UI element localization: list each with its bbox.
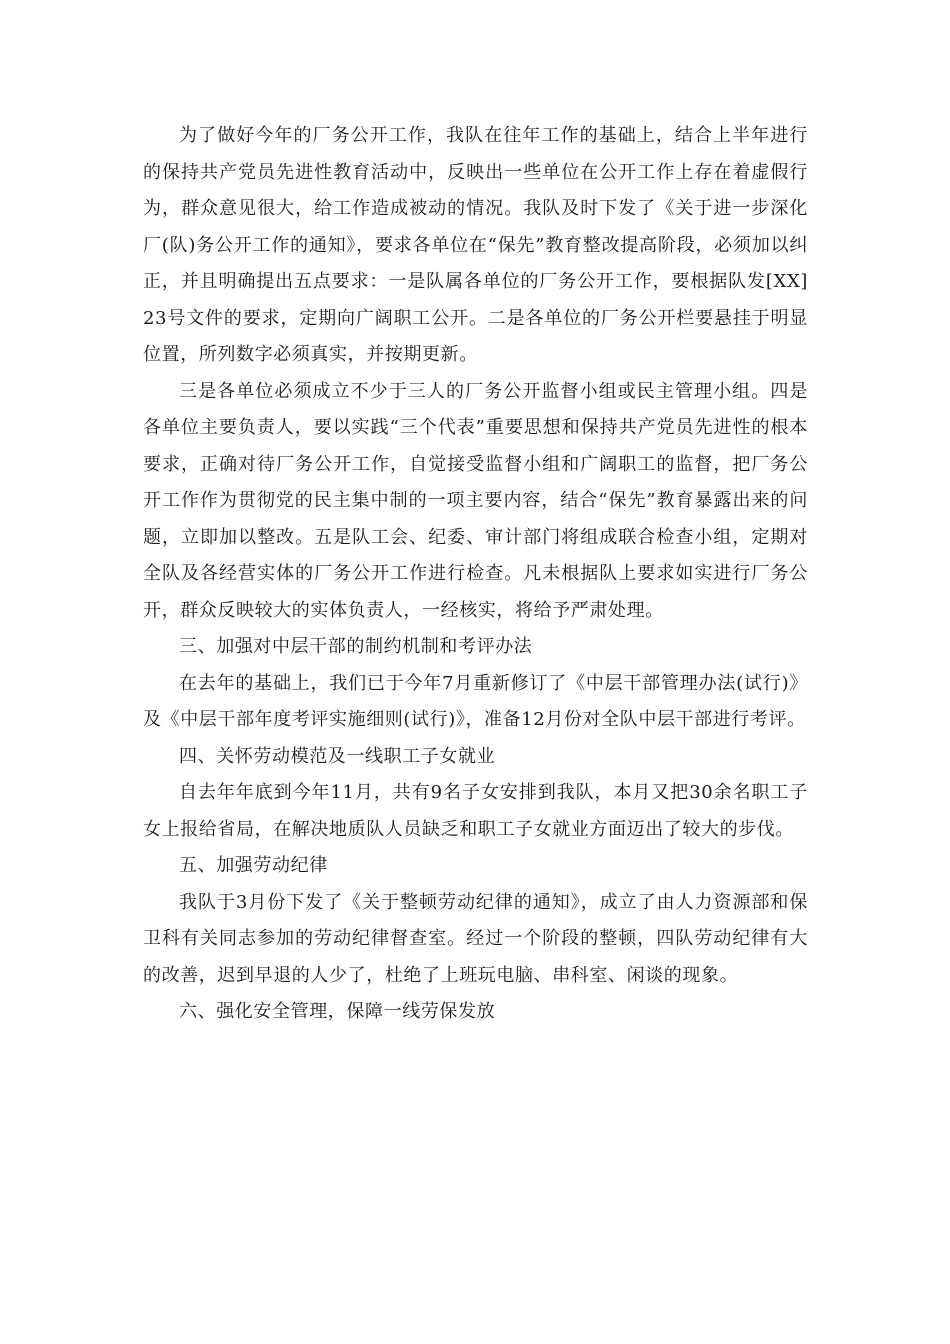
section-heading-4: 四、关怀劳动模范及一线职工子女就业 bbox=[179, 745, 496, 767]
paragraph-cadre-evaluation: 在去年的基础上，我们已于今年7月重新修订了《中层干部管理办法(试行)》及《中层干部年度考评实施细则(试行)》，准备12月份对全队中层干部进行考评。 bbox=[143, 672, 808, 730]
section-heading-6: 六、强化安全管理，保障一线劳保发放 bbox=[179, 1001, 496, 1022]
document-body bbox=[143, 118, 808, 1031]
paragraph-employment: 自去年年底到今年11月，共有9名子女安排到我队，本月又把30余名职工子女上报给省局，在解决地质队人员缺乏和职工子女就业方面迈出了较大的步伐。 bbox=[143, 782, 808, 840]
section-heading-3: 三、加强对中层干部的制约机制和考评办法 bbox=[179, 636, 533, 657]
paragraph-supervision-requirements: 三是各单位必须成立不少于三人的厂务公开监督小组或民主管理小组。四是各单位主要负责人，要以实践“三个代表”重要思想和保持共产党员先进性的根本要求，正确对待厂务公开工作，自觉接受监督小组和广阔职工的监督，把厂务公开工作作为贯彻党的民主集中制的一项主要内容，结合“保先”教育暴露出来的问题，立即加以整改。五是队工会、纪委、审计部门将组成联合检查小组，定期对全队及各经营实体的厂务公开工作进行检查。凡未根据队上要求如实进行厂务公开，群众反映较大的实体负责人，一经核实，将给予严肃处理。 bbox=[143, 380, 808, 621]
paragraph-labor-discipline: 我队于3月份下发了《关于整顿劳动纪律的通知》，成立了由人力资源部和保卫科有关同志参加的劳动纪律督查室。经过一个阶段的整顿，四队劳动纪律有大的改善，迟到早退的人少了，杜绝了上班玩电脑、串科室、闲谈的现象。 bbox=[143, 891, 808, 986]
section-heading-5: 五、加强劳动纪律 bbox=[179, 855, 328, 876]
paragraph-factory-affairs-disclosure: 为了做好今年的厂务公开工作，我队在往年工作的基础上，结合上半年进行的保持共产党员先进性教育活动中，反映出一些单位在公开工作上存在着虚假行为，群众意见很大，给工作造成被动的情况。我队及时下发了《关于进一步深化厂(队)务公开工作的通知》，要求各单位在“保先”教育整改提高阶段，必须加以纠正，并且明确提出五点要求：一是队属各单位的厂务公开工作，要根据队发[XX]23号文件的要求，定期向广阔职工公开。二是各单位的厂务公开栏要悬挂于明显位置，所列数字必须真实，并按期更新。 bbox=[143, 125, 808, 365]
